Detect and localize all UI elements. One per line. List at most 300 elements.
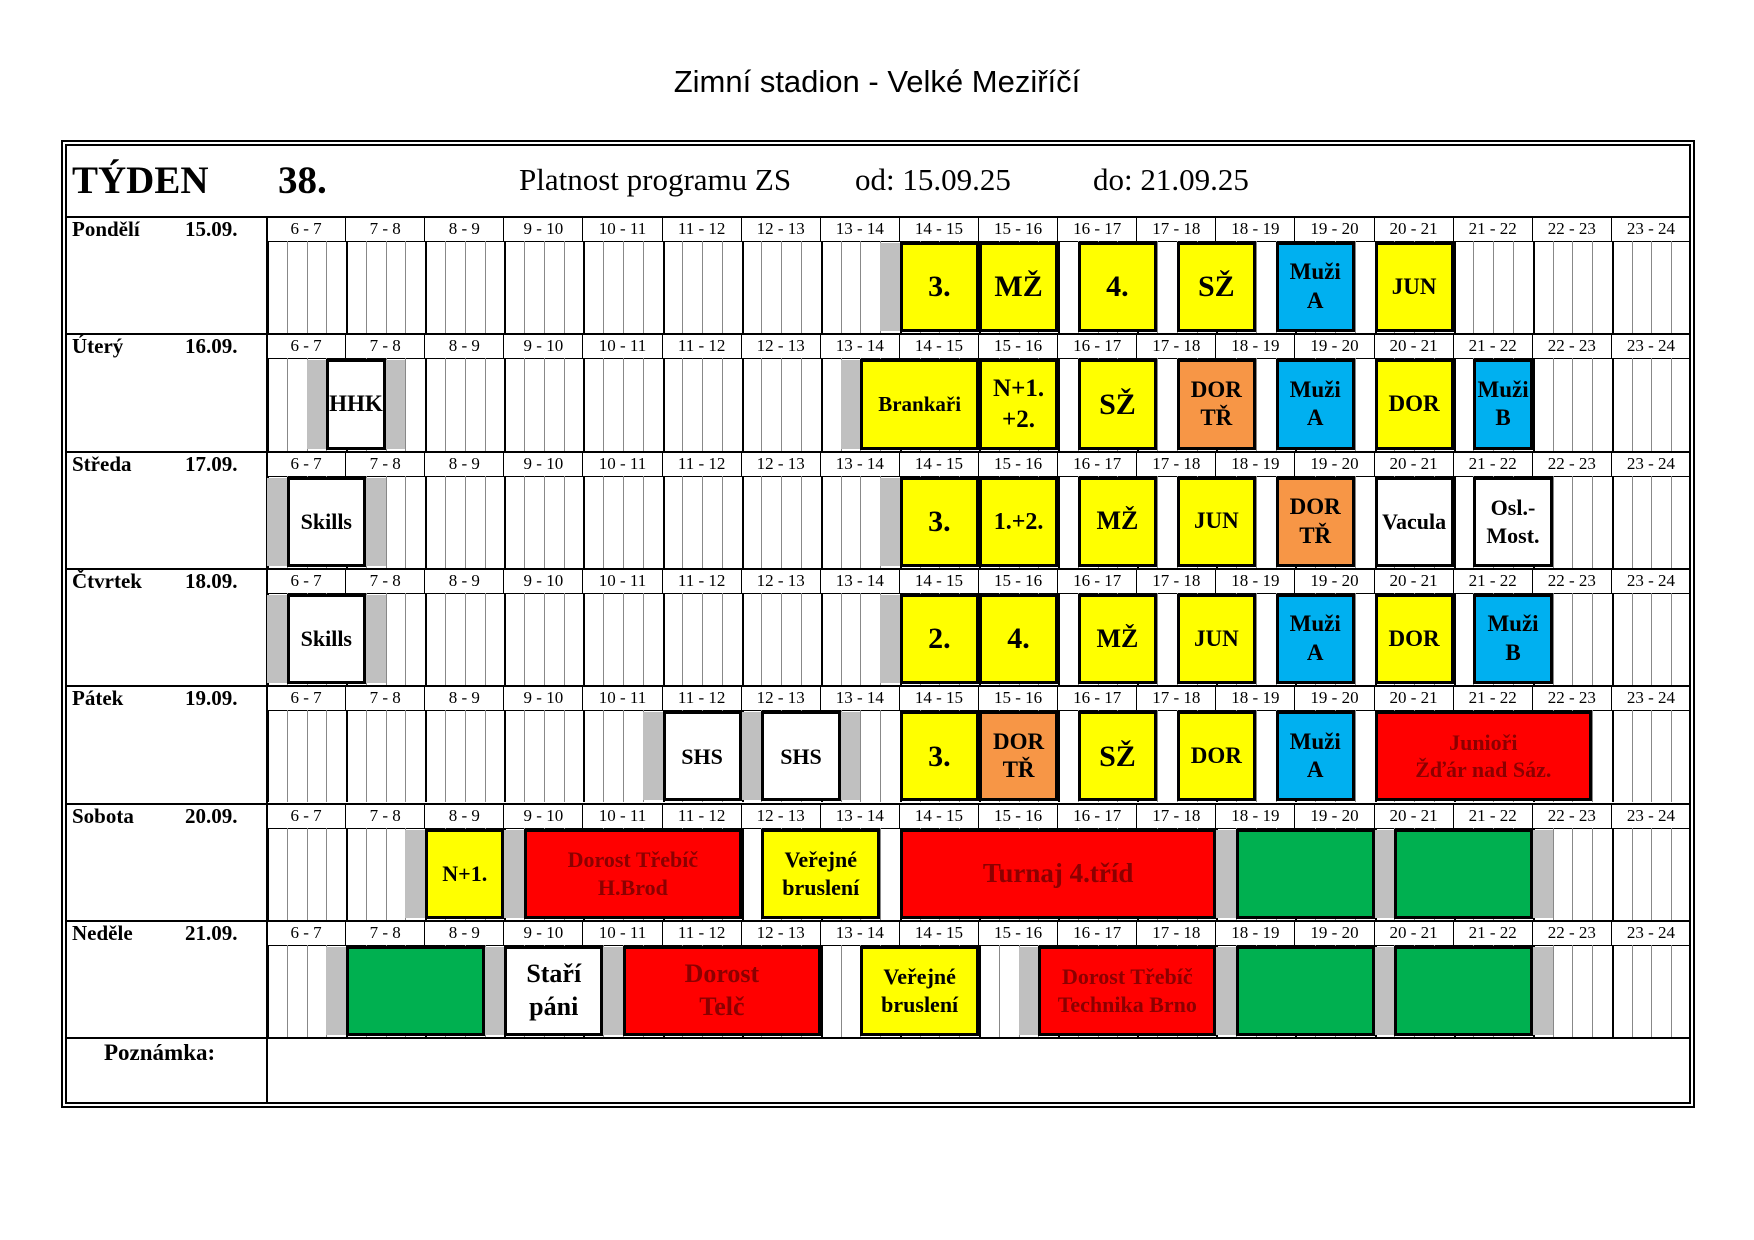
quarter-tick xyxy=(544,710,545,802)
session-block[interactable]: Muži A xyxy=(1276,711,1355,801)
quarter-tick xyxy=(425,358,427,450)
ice-prep-zone xyxy=(880,595,900,683)
quarter-tick xyxy=(999,945,1000,1037)
quarter-tick xyxy=(504,710,506,802)
day-date: 18.09. xyxy=(185,568,238,593)
session-block[interactable]: DOR xyxy=(1177,711,1256,801)
hour-label: 17 - 18 xyxy=(1137,803,1216,828)
session-block[interactable]: 1.+2. xyxy=(979,477,1058,567)
quarter-tick xyxy=(643,241,644,333)
quarter-tick xyxy=(1612,476,1614,568)
hour-label: 15 - 16 xyxy=(979,333,1058,358)
quarter-tick xyxy=(821,945,823,1037)
quarter-tick xyxy=(326,241,327,333)
session-block[interactable]: MŽ xyxy=(1078,477,1157,567)
quarter-tick xyxy=(1632,358,1633,450)
hour-label: 23 - 24 xyxy=(1612,803,1691,828)
hour-label: 10 - 11 xyxy=(583,216,662,241)
ice-prep-zone xyxy=(307,360,327,448)
quarter-tick xyxy=(623,241,624,333)
quarter-tick xyxy=(1256,358,1257,450)
quarter-tick xyxy=(504,241,506,333)
quarter-tick xyxy=(564,710,565,802)
quarter-tick xyxy=(623,476,624,568)
quarter-tick xyxy=(326,828,327,920)
hour-label: 15 - 16 xyxy=(979,685,1058,710)
quarter-tick xyxy=(386,241,387,333)
hour-label: 7 - 8 xyxy=(346,216,425,241)
session-block[interactable]: JUN xyxy=(1177,594,1256,684)
quarter-tick xyxy=(860,241,861,333)
quarter-tick xyxy=(1454,476,1456,568)
hour-label: 19 - 20 xyxy=(1295,216,1374,241)
quarter-tick xyxy=(1493,241,1494,333)
hour-label: 20 - 21 xyxy=(1375,568,1454,593)
quarter-tick xyxy=(860,593,861,685)
quarter-tick xyxy=(1513,241,1514,333)
quarter-tick xyxy=(287,945,288,1037)
quarter-tick xyxy=(702,593,703,685)
hour-label: 15 - 16 xyxy=(979,216,1058,241)
hour-label: 16 - 17 xyxy=(1058,568,1137,593)
quarter-tick xyxy=(643,476,644,568)
hour-label: 13 - 14 xyxy=(821,685,900,710)
quarter-tick xyxy=(682,241,683,333)
quarter-tick xyxy=(1612,358,1614,450)
session-block[interactable] xyxy=(1236,829,1374,919)
session-block[interactable]: DOR TŘ xyxy=(1276,477,1355,567)
session-block[interactable]: Dorost Třebíč Technika Brno xyxy=(1038,946,1216,1036)
ice-prep-zone xyxy=(841,712,861,800)
session-block[interactable]: MŽ xyxy=(1078,594,1157,684)
quarter-tick xyxy=(524,358,525,450)
quarter-tick xyxy=(465,241,466,333)
quarter-tick xyxy=(821,241,823,333)
session-block[interactable]: Muži A xyxy=(1276,242,1355,332)
hour-label: 10 - 11 xyxy=(583,568,662,593)
ice-prep-zone xyxy=(1533,830,1553,918)
day-name: Úterý xyxy=(72,334,124,359)
session-block[interactable]: Muži B xyxy=(1473,359,1532,449)
session-block[interactable]: Brankaři xyxy=(860,359,979,449)
session-block[interactable]: 3. xyxy=(900,711,979,801)
quarter-tick xyxy=(504,593,506,685)
quarter-tick xyxy=(722,241,723,333)
hour-label: 22 - 23 xyxy=(1533,920,1612,945)
quarter-tick xyxy=(860,710,861,802)
day-date: 17.09. xyxy=(185,451,238,476)
hour-label: 18 - 19 xyxy=(1216,333,1295,358)
hour-label: 12 - 13 xyxy=(742,333,821,358)
hour-label: 18 - 19 xyxy=(1216,803,1295,828)
quarter-tick xyxy=(860,476,861,568)
quarter-tick xyxy=(1592,358,1593,450)
hour-label: 13 - 14 xyxy=(821,333,900,358)
quarter-tick xyxy=(801,593,802,685)
hour-label: 13 - 14 xyxy=(821,568,900,593)
quarter-tick xyxy=(524,593,525,685)
ice-prep-zone xyxy=(841,360,861,448)
valid-from: od: 15.09.25 xyxy=(855,162,1011,197)
quarter-tick xyxy=(267,358,269,450)
quarter-tick xyxy=(366,241,367,333)
quarter-tick xyxy=(761,476,762,568)
quarter-tick xyxy=(821,358,823,450)
hour-label: 15 - 16 xyxy=(979,920,1058,945)
quarter-tick xyxy=(1553,593,1554,685)
quarter-tick xyxy=(386,710,387,802)
session-block[interactable]: JUN xyxy=(1375,242,1454,332)
quarter-tick xyxy=(1612,710,1614,802)
quarter-tick xyxy=(1592,241,1593,333)
quarter-tick xyxy=(1256,241,1257,333)
quarter-tick xyxy=(1355,593,1356,685)
hour-label: 11 - 12 xyxy=(663,685,742,710)
hour-label: 20 - 21 xyxy=(1375,685,1454,710)
quarter-tick xyxy=(504,358,506,450)
quarter-tick xyxy=(1612,828,1614,920)
hour-label: 9 - 10 xyxy=(504,803,583,828)
quarter-tick xyxy=(1058,710,1060,802)
quarter-tick xyxy=(1671,241,1672,333)
hour-label: 23 - 24 xyxy=(1612,685,1691,710)
session-block[interactable]: N+1. xyxy=(425,829,504,919)
session-block[interactable]: SŽ xyxy=(1177,242,1256,332)
session-block[interactable]: SŽ xyxy=(1078,359,1157,449)
quarter-tick xyxy=(307,241,308,333)
quarter-tick xyxy=(564,241,565,333)
session-block[interactable]: SŽ xyxy=(1078,711,1157,801)
quarter-tick xyxy=(485,593,486,685)
ice-prep-zone xyxy=(267,478,287,566)
hour-label: 11 - 12 xyxy=(663,568,742,593)
quarter-tick xyxy=(761,241,762,333)
hour-label: 11 - 12 xyxy=(663,216,742,241)
quarter-tick xyxy=(603,241,604,333)
hour-label: 10 - 11 xyxy=(583,803,662,828)
session-block[interactable]: 2. xyxy=(900,594,979,684)
session-block[interactable] xyxy=(346,946,484,1036)
hour-label: 14 - 15 xyxy=(900,803,979,828)
hour-label: 6 - 7 xyxy=(267,333,346,358)
hour-label: 10 - 11 xyxy=(583,333,662,358)
valid-to: do: 21.09.25 xyxy=(1093,162,1249,197)
hour-label: 14 - 15 xyxy=(900,920,979,945)
quarter-tick xyxy=(1671,710,1672,802)
quarter-tick xyxy=(722,593,723,685)
quarter-tick xyxy=(781,476,782,568)
quarter-tick xyxy=(1572,828,1573,920)
quarter-tick xyxy=(663,476,665,568)
ice-prep-zone xyxy=(742,712,762,800)
session-block[interactable]: DOR xyxy=(1375,359,1454,449)
ice-prep-zone xyxy=(267,595,287,683)
session-block[interactable]: 3. xyxy=(900,477,979,567)
quarter-tick xyxy=(583,241,585,333)
quarter-tick xyxy=(405,476,406,568)
hour-label: 17 - 18 xyxy=(1137,568,1216,593)
quarter-tick xyxy=(702,476,703,568)
session-block[interactable]: Veřejné bruslení xyxy=(761,829,880,919)
quarter-tick xyxy=(742,476,744,568)
session-block[interactable]: DOR xyxy=(1375,594,1454,684)
quarter-tick xyxy=(781,358,782,450)
hour-label: 9 - 10 xyxy=(504,451,583,476)
quarter-tick xyxy=(405,358,406,450)
hour-label: 8 - 9 xyxy=(425,451,504,476)
session-block[interactable] xyxy=(1394,946,1532,1036)
quarter-tick xyxy=(1355,358,1356,450)
session-block[interactable]: Muži A xyxy=(1276,594,1355,684)
session-block[interactable]: SHS xyxy=(761,711,840,801)
quarter-tick xyxy=(1632,710,1633,802)
session-block[interactable]: Turnaj 4.tříd xyxy=(900,829,1216,919)
quarter-tick xyxy=(1572,358,1573,450)
quarter-tick xyxy=(465,710,466,802)
quarter-tick xyxy=(425,241,427,333)
quarter-tick xyxy=(1612,241,1614,333)
session-block[interactable]: JUN xyxy=(1177,477,1256,567)
quarter-tick xyxy=(1612,593,1614,685)
quarter-tick xyxy=(366,828,367,920)
session-block[interactable]: MŽ xyxy=(979,242,1058,332)
quarter-tick xyxy=(425,593,427,685)
session-block[interactable]: DOR TŘ xyxy=(1177,359,1256,449)
hour-label: 22 - 23 xyxy=(1533,568,1612,593)
hour-label: 23 - 24 xyxy=(1612,451,1691,476)
session-block[interactable]: 3. xyxy=(900,242,979,332)
session-block[interactable]: Muži B xyxy=(1473,594,1552,684)
hour-label: 13 - 14 xyxy=(821,216,900,241)
session-block[interactable]: DOR TŘ xyxy=(979,711,1058,801)
hour-label: 23 - 24 xyxy=(1612,216,1691,241)
session-block[interactable]: Veřejné bruslení xyxy=(860,946,979,1036)
ice-prep-zone xyxy=(1019,947,1039,1035)
quarter-tick xyxy=(1671,828,1672,920)
quarter-tick xyxy=(583,476,585,568)
quarter-tick xyxy=(267,241,269,333)
quarter-tick xyxy=(761,593,762,685)
hour-label: 6 - 7 xyxy=(267,685,346,710)
quarter-tick xyxy=(405,241,406,333)
ice-prep-zone xyxy=(1216,830,1236,918)
hour-label: 18 - 19 xyxy=(1216,920,1295,945)
ice-prep-zone xyxy=(880,478,900,566)
quarter-tick xyxy=(1533,241,1535,333)
quarter-tick xyxy=(287,241,288,333)
quarter-tick xyxy=(801,476,802,568)
session-block[interactable]: 4. xyxy=(1078,242,1157,332)
session-block[interactable]: Dorost Třebíč H.Brod xyxy=(524,829,742,919)
quarter-tick xyxy=(445,476,446,568)
quarter-tick xyxy=(1651,828,1652,920)
quarter-tick xyxy=(267,710,269,802)
quarter-tick xyxy=(386,476,387,568)
hour-label: 8 - 9 xyxy=(425,685,504,710)
hour-label: 6 - 7 xyxy=(267,568,346,593)
quarter-tick xyxy=(1572,593,1573,685)
quarter-tick xyxy=(623,358,624,450)
quarter-tick xyxy=(1157,358,1158,450)
quarter-tick xyxy=(425,710,427,802)
session-block[interactable]: Dorost Telč xyxy=(623,946,821,1036)
quarter-tick xyxy=(445,241,446,333)
ice-prep-zone xyxy=(405,830,425,918)
ice-prep-zone xyxy=(603,947,623,1035)
quarter-tick xyxy=(742,828,744,920)
quarter-tick xyxy=(307,710,308,802)
quarter-tick xyxy=(485,476,486,568)
quarter-tick xyxy=(1553,241,1554,333)
hour-label: 7 - 8 xyxy=(346,685,425,710)
hour-label: 14 - 15 xyxy=(900,333,979,358)
hour-label: 17 - 18 xyxy=(1137,451,1216,476)
hour-label: 21 - 22 xyxy=(1454,333,1533,358)
session-block[interactable]: SHS xyxy=(663,711,742,801)
ice-prep-zone xyxy=(643,712,663,800)
quarter-tick xyxy=(682,358,683,450)
hour-label: 18 - 19 xyxy=(1216,685,1295,710)
quarter-tick xyxy=(287,828,288,920)
ice-prep-zone xyxy=(366,478,386,566)
hour-label: 19 - 20 xyxy=(1295,568,1374,593)
quarter-tick xyxy=(603,710,604,802)
hour-label: 8 - 9 xyxy=(425,920,504,945)
quarter-tick xyxy=(781,593,782,685)
day-date: 21.09. xyxy=(185,920,238,945)
session-block[interactable]: N+1. +2. xyxy=(979,359,1058,449)
quarter-tick xyxy=(1612,945,1614,1037)
hour-label: 10 - 11 xyxy=(583,685,662,710)
hour-label: 20 - 21 xyxy=(1375,333,1454,358)
quarter-tick xyxy=(821,593,823,685)
quarter-tick xyxy=(1592,945,1593,1037)
quarter-tick xyxy=(544,241,545,333)
quarter-tick xyxy=(485,241,486,333)
ice-prep-zone xyxy=(1375,947,1395,1035)
hour-label: 21 - 22 xyxy=(1454,803,1533,828)
day-name: Neděle xyxy=(72,920,133,945)
quarter-tick xyxy=(1058,593,1060,685)
ice-prep-zone xyxy=(485,947,505,1035)
quarter-tick xyxy=(1632,945,1633,1037)
quarter-tick xyxy=(1632,476,1633,568)
hour-label: 7 - 8 xyxy=(346,451,425,476)
quarter-tick xyxy=(326,710,327,802)
hour-label: 19 - 20 xyxy=(1295,451,1374,476)
day-name: Pondělí xyxy=(72,217,140,241)
quarter-tick xyxy=(1355,476,1356,568)
hour-label: 6 - 7 xyxy=(267,803,346,828)
quarter-tick xyxy=(307,945,308,1037)
hour-label: 23 - 24 xyxy=(1612,920,1691,945)
ice-prep-zone xyxy=(504,830,524,918)
quarter-tick xyxy=(544,476,545,568)
quarter-tick xyxy=(1058,241,1060,333)
quarter-tick xyxy=(801,241,802,333)
hour-label: 14 - 15 xyxy=(900,685,979,710)
quarter-tick xyxy=(465,358,466,450)
session-block[interactable]: Skills xyxy=(287,477,366,567)
quarter-tick xyxy=(307,828,308,920)
ice-prep-zone xyxy=(1216,947,1236,1035)
quarter-tick xyxy=(1592,476,1593,568)
quarter-tick xyxy=(1157,476,1158,568)
quarter-tick xyxy=(445,593,446,685)
quarter-tick xyxy=(583,710,585,802)
quarter-tick xyxy=(663,593,665,685)
quarter-tick xyxy=(445,358,446,450)
quarter-tick xyxy=(1651,358,1652,450)
session-block[interactable]: HHK xyxy=(326,359,385,449)
hour-label: 10 - 11 xyxy=(583,451,662,476)
quarter-tick xyxy=(386,593,387,685)
hour-label: 13 - 14 xyxy=(821,920,900,945)
hour-label: 18 - 19 xyxy=(1216,216,1295,241)
session-block[interactable]: Muži A xyxy=(1276,359,1355,449)
hour-label: 16 - 17 xyxy=(1058,685,1137,710)
session-block[interactable]: Junioři Žďár nad Sáz. xyxy=(1375,711,1593,801)
quarter-tick xyxy=(880,710,881,802)
session-block[interactable] xyxy=(1394,829,1532,919)
session-block[interactable]: Vacula xyxy=(1375,477,1454,567)
day-row-divider xyxy=(67,1037,1691,1039)
session-block[interactable]: Osl.- Most. xyxy=(1473,477,1552,567)
hour-label: 12 - 13 xyxy=(742,451,821,476)
quarter-tick xyxy=(1256,710,1257,802)
hour-label: 9 - 10 xyxy=(504,920,583,945)
quarter-tick xyxy=(742,358,744,450)
ice-prep-zone xyxy=(880,243,900,331)
day-date: 15.09. xyxy=(185,217,238,241)
hour-label: 11 - 12 xyxy=(663,451,742,476)
quarter-tick xyxy=(1572,241,1573,333)
hour-label: 22 - 23 xyxy=(1533,685,1612,710)
quarter-tick xyxy=(1157,593,1158,685)
quarter-tick xyxy=(346,710,348,802)
hour-label: 23 - 24 xyxy=(1612,568,1691,593)
quarter-tick xyxy=(1533,358,1535,450)
hour-label: 14 - 15 xyxy=(900,568,979,593)
hour-label: 9 - 10 xyxy=(504,568,583,593)
quarter-tick xyxy=(504,476,506,568)
day-date: 20.09. xyxy=(185,803,238,828)
quarter-tick xyxy=(1651,476,1652,568)
quarter-tick xyxy=(1454,241,1456,333)
hour-label: 8 - 9 xyxy=(425,568,504,593)
day-name: Středa xyxy=(72,451,132,476)
quarter-tick xyxy=(1157,241,1158,333)
quarter-tick xyxy=(346,828,348,920)
week-label: TÝDEN xyxy=(72,159,209,202)
quarter-tick xyxy=(346,241,348,333)
hour-label: 8 - 9 xyxy=(425,803,504,828)
quarter-tick xyxy=(1632,828,1633,920)
quarter-tick xyxy=(1651,710,1652,802)
hour-label: 21 - 22 xyxy=(1454,451,1533,476)
quarter-tick xyxy=(544,593,545,685)
session-block[interactable] xyxy=(1236,946,1374,1036)
session-block[interactable]: Skills xyxy=(287,594,366,684)
session-block[interactable]: Staří páni xyxy=(504,946,603,1036)
hour-label: 7 - 8 xyxy=(346,568,425,593)
quarter-tick xyxy=(465,593,466,685)
hour-label: 17 - 18 xyxy=(1137,216,1216,241)
session-block[interactable]: 4. xyxy=(979,594,1058,684)
ice-prep-zone xyxy=(386,360,406,448)
hour-label: 12 - 13 xyxy=(742,568,821,593)
ice-prep-zone xyxy=(326,947,346,1035)
